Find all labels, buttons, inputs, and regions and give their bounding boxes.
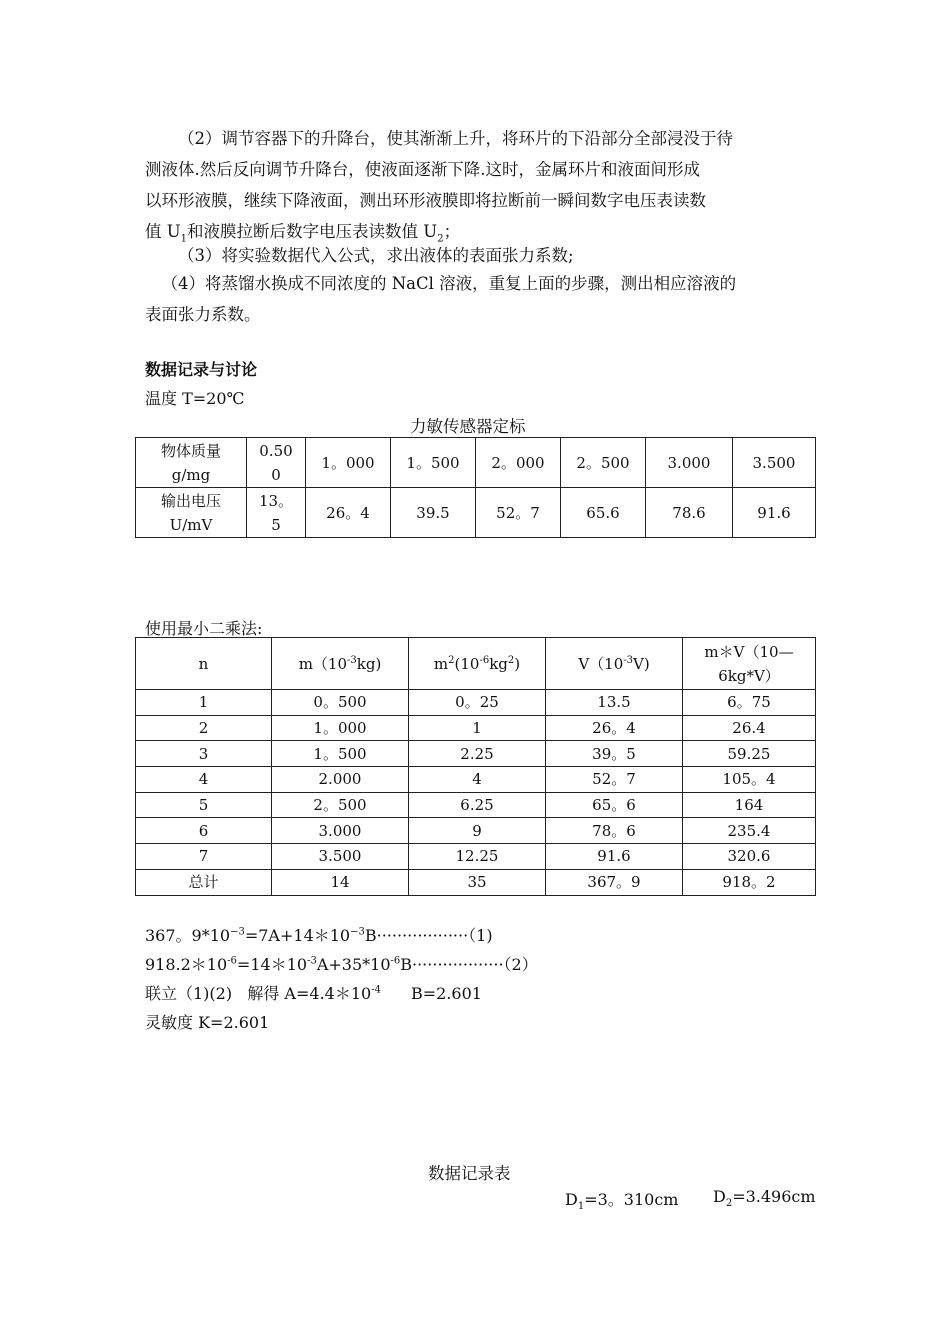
table-row <box>136 818 816 844</box>
table-cell: 26。4 <box>546 715 683 741</box>
calib-row-voltage <box>136 488 816 538</box>
table-cell: 2.000 <box>272 767 409 793</box>
table-cell: 918。2 <box>683 869 816 895</box>
table-cell: 78。6 <box>546 818 683 844</box>
step2-line-3: 以环形液膜，继续下降液面，测出环形液膜即将拉断前一瞬间数字电压表读数 <box>145 191 706 210</box>
calib-header-voltage: 输出电压 U/mV <box>136 488 247 538</box>
table-row <box>136 690 816 716</box>
table-cell: 52。7 <box>546 767 683 793</box>
calib-cell: 78.6 <box>646 488 733 538</box>
table-cell: 26.4 <box>683 715 816 741</box>
step2-line-1: （2）调节容器下的升降台，使其渐渐上升，将环片的下沿部分全部浸没于待 <box>178 129 733 148</box>
sensitivity-line: 灵敏度 K=2.601 <box>145 1013 270 1032</box>
table-cell: 0。25 <box>409 690 546 716</box>
solution-line: 联立（1)(2) 解得 $A=4.4*10^{-4}$ B=2.601 <box>145 984 482 1003</box>
diameter-d1: $D_1=3$。310cm <box>565 1190 679 1213</box>
calib-cell: 3.500 <box>733 438 816 488</box>
table-cell: 5 <box>136 792 272 818</box>
calib-cell: 91.6 <box>733 488 816 538</box>
step4-line-2: 表面张力系数。 <box>145 305 261 324</box>
table-cell: 13.5 <box>546 690 683 716</box>
table-cell: 4 <box>136 767 272 793</box>
table-cell: 9 <box>409 818 546 844</box>
section-title: 数据记录与讨论 <box>145 360 258 379</box>
lsq-header-n: n <box>136 638 272 690</box>
table-row <box>136 741 816 767</box>
table-cell: 1 <box>409 715 546 741</box>
lsq-header-row <box>136 638 816 690</box>
diameter-d2: $D_2=3.496cm$ <box>713 1187 816 1210</box>
table-cell: 1。500 <box>272 741 409 767</box>
table-cell: 0。500 <box>272 690 409 716</box>
table-cell: 35 <box>409 869 546 895</box>
equation-2: $918.2*10^{-6}=14*10^{-3}A+35*10^{-6}B\cdot\cdot\cdot\cdot\cdot\cdot\cdot\cdot\cdot\cdot\cdot\cdot\cdot\cdot\cdot\cdot\cdot\cdot(2)$ <box>145 955 538 974</box>
calib-cell: 52。7 <box>476 488 561 538</box>
step2-line-2: 测液体.然后反向调节升降台，使液面逐渐下降.这时，金属环片和液面间形成 <box>145 160 700 179</box>
calib-cell: 65.6 <box>561 488 646 538</box>
calib-cell: 39.5 <box>391 488 476 538</box>
table-cell: 4 <box>409 767 546 793</box>
calib-cell: 0.50 0 <box>247 438 306 488</box>
table-cell: 2。500 <box>272 792 409 818</box>
calib-cell: 26。4 <box>306 488 391 538</box>
calib-row-mass <box>136 438 816 488</box>
calib-cell: 13。 5 <box>247 488 306 538</box>
table-cell: 3 <box>136 741 272 767</box>
calib-cell: 3.000 <box>646 438 733 488</box>
lsq-header-v: $V(10^{-3}V)$ <box>546 638 683 690</box>
table-cell: 1。000 <box>272 715 409 741</box>
calib-header-mass: 物体质量 g/mg <box>136 438 247 488</box>
calib-cell: 1。000 <box>306 438 391 488</box>
table-cell: 1 <box>136 690 272 716</box>
table-cell: 6.25 <box>409 792 546 818</box>
step4-line-1: （4）将蒸馏水换成不同浓度的 NaCl 溶液，重复上面的步骤，测出相应溶液的 <box>161 274 737 293</box>
table-cell: 235.4 <box>683 818 816 844</box>
calibration-table <box>135 437 816 538</box>
calib-cell: 1。500 <box>391 438 476 488</box>
table-row <box>136 869 816 895</box>
table-cell: 320.6 <box>683 844 816 870</box>
table-cell: 12.25 <box>409 844 546 870</box>
calib-cell: 2。500 <box>561 438 646 488</box>
equation-1: 367。$9*10^{-3}=7A+14*10^{-3}B\cdot\cdot\cdot\cdot\cdot\cdot\cdot\cdot\cdot\cdot\cdot\cdot\cdot\cdot\cdot\cdot\cdot\cdot(1)$ <box>145 926 493 945</box>
lsq-header-mv: m＊V（10— 6kg*V） <box>683 638 816 690</box>
table-cell: 2 <box>136 715 272 741</box>
table-cell: 7 <box>136 844 272 870</box>
procedure-step-2 <box>145 123 810 247</box>
table-row <box>136 844 816 870</box>
table-cell: 2.25 <box>409 741 546 767</box>
table-cell: 6。75 <box>683 690 816 716</box>
table-cell: 3.000 <box>272 818 409 844</box>
least-squares-table <box>135 637 816 896</box>
calib-cell: 2。000 <box>476 438 561 488</box>
table-cell: 65。6 <box>546 792 683 818</box>
lsq-label: 使用最小二乘法: <box>145 619 263 638</box>
table-row <box>136 792 816 818</box>
procedure-step-3: （3）将实验数据代入公式，求出液体的表面张力系数; <box>178 246 574 265</box>
table-row <box>136 715 816 741</box>
table-cell: 6 <box>136 818 272 844</box>
step2-line-4: 值 $U_1$和液膜拉断后数字电压表读数值 $U_2$； <box>145 222 461 245</box>
temperature-label: 温度 T=20℃ <box>145 389 245 408</box>
table-cell: 3.500 <box>272 844 409 870</box>
record-table-title: 数据记录表 <box>428 1164 511 1183</box>
table-cell: 91.6 <box>546 844 683 870</box>
procedure-step-4 <box>145 268 810 330</box>
table-cell: 39。5 <box>546 741 683 767</box>
table-row <box>136 767 816 793</box>
lsq-header-m2: $m^2(10^{-6}kg^2)$ <box>409 638 546 690</box>
table-cell: 14 <box>272 869 409 895</box>
table-cell: 105。4 <box>683 767 816 793</box>
lsq-body <box>136 690 816 896</box>
table-cell: 总计 <box>136 869 272 895</box>
table-cell: 164 <box>683 792 816 818</box>
lsq-header-m: $m(10^{-3}kg)$ <box>272 638 409 690</box>
calib-table-caption: 力敏传感器定标 <box>410 417 526 436</box>
table-cell: 59.25 <box>683 741 816 767</box>
table-cell: 367。9 <box>546 869 683 895</box>
